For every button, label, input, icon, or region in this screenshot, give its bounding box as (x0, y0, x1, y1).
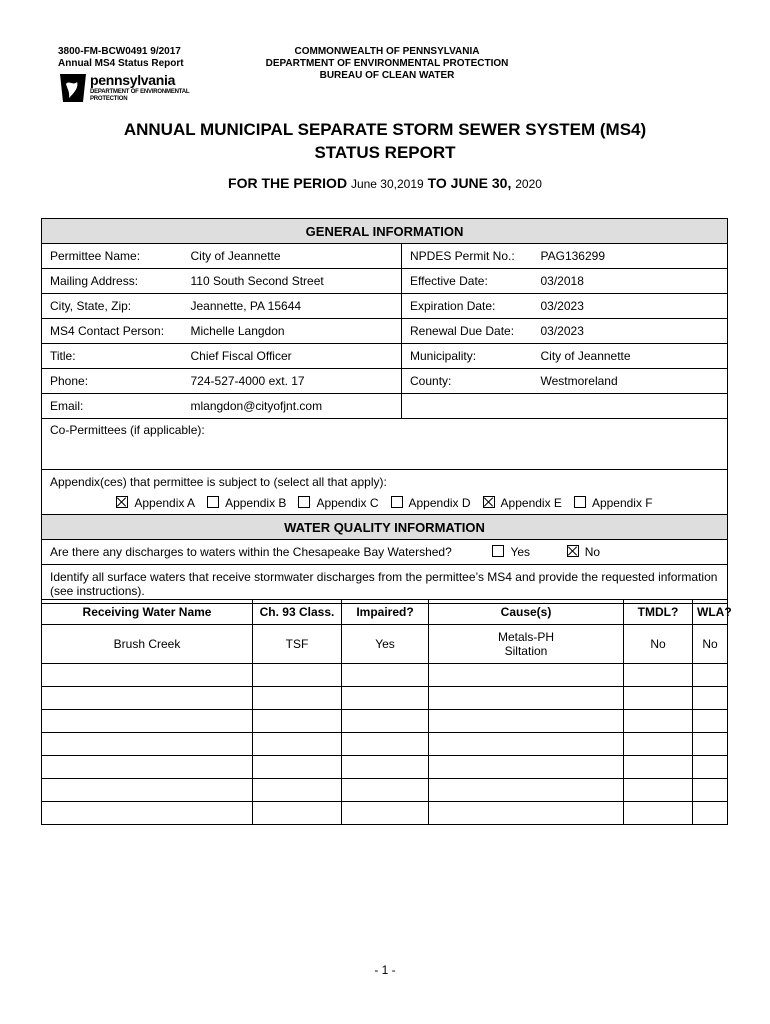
chesapeake-question: Are there any discharges to waters within the Chesapeake Bay Watershed? (50, 545, 452, 559)
phone-label: Phone: (42, 369, 183, 394)
form-header-left (58, 46, 184, 70)
col-ch93-class: Ch. 93 Class. (253, 600, 342, 625)
table-row (42, 779, 728, 802)
appendix-b-label: Appendix B (225, 496, 287, 510)
permittee-name-label: Permittee Name: (42, 244, 183, 269)
contact-person-label: MS4 Contact Person: (42, 319, 183, 344)
wla-cell[interactable] (693, 733, 728, 756)
title-field[interactable]: Chief Fiscal Officer (183, 344, 402, 369)
effective-date-label: Effective Date: (402, 269, 533, 294)
period-start[interactable]: June 30,2019 (350, 177, 424, 191)
tmdl-cell[interactable] (624, 756, 693, 779)
appendix-e-option[interactable] (483, 496, 562, 510)
co-permittees-label: Co-Permittees (if applicable): (50, 423, 205, 437)
appendix-e-label: Appendix E (500, 496, 562, 510)
table-row (42, 802, 728, 825)
appendix-f-label: Appendix F (591, 496, 653, 510)
causes-cell[interactable] (429, 710, 624, 733)
mailing-address-field[interactable]: 110 South Second Street (183, 269, 402, 294)
receiving-water-name-cell[interactable] (42, 756, 253, 779)
appendix-label: Appendix(ces) that permittee is subject to (select all that apply): (50, 475, 387, 489)
receiving-water-name-cell[interactable]: Brush Creek (42, 625, 253, 664)
appendix-b-checkbox[interactable] (207, 496, 219, 508)
causes-cell[interactable] (429, 779, 624, 802)
col-wla: WLA? (693, 600, 728, 625)
period-prefix: FOR THE PERIOD (228, 175, 348, 191)
col-impaired: Impaired? (342, 600, 429, 625)
impaired-cell[interactable] (342, 710, 429, 733)
mailing-address-label: Mailing Address: (42, 269, 183, 294)
receiving-water-name-cell[interactable] (42, 710, 253, 733)
ch93-class-cell[interactable]: TSF (253, 625, 342, 664)
ch93-class-cell[interactable] (253, 779, 342, 802)
receiving-water-name-cell[interactable] (42, 779, 253, 802)
receiving-waters-table (41, 599, 732, 825)
chesapeake-yes-checkbox[interactable] (492, 545, 504, 557)
causes-cell[interactable] (429, 802, 624, 825)
appendix-a-label: Appendix A (134, 496, 196, 510)
municipality-field[interactable]: City of Jeannette (533, 344, 728, 369)
chesapeake-yes-label: Yes (510, 545, 531, 559)
appendix-c-label: Appendix C (316, 496, 379, 510)
county-field[interactable]: Westmoreland (533, 369, 728, 394)
general-information-table (41, 218, 728, 604)
appendix-section (42, 470, 728, 515)
ch93-class-cell[interactable] (253, 733, 342, 756)
logo-dept-line2: PROTECTION (90, 96, 128, 102)
document-title (40, 118, 730, 164)
chesapeake-row (42, 540, 728, 565)
appendix-a-checkbox[interactable] (116, 496, 128, 508)
tmdl-cell[interactable] (624, 733, 693, 756)
renewal-due-date-label: Renewal Due Date: (402, 319, 533, 344)
email-label: Email: (42, 394, 183, 419)
identify-instructions: Identify all surface waters that receive stormwater discharges from the permittee’s MS4 and provide the requested information (see instructions). (42, 565, 728, 604)
appendix-d-label: Appendix D (408, 496, 471, 510)
table-row (42, 733, 728, 756)
effective-date-field[interactable]: 03/2018 (533, 269, 728, 294)
col-receiving-water-name: Receiving Water Name (42, 600, 253, 625)
ch93-class-cell[interactable] (253, 664, 342, 687)
wla-cell[interactable] (693, 779, 728, 802)
cause-line2: Siltation (504, 644, 548, 658)
city-state-zip-field[interactable]: Jeannette, PA 15644 (183, 294, 402, 319)
chesapeake-no-label: No (584, 545, 601, 559)
appendix-f-option[interactable] (574, 496, 653, 510)
wla-cell[interactable] (693, 710, 728, 733)
appendix-d-option[interactable] (391, 496, 471, 510)
tmdl-cell[interactable] (624, 779, 693, 802)
appendix-e-checkbox[interactable] (483, 496, 495, 508)
impaired-cell[interactable] (342, 779, 429, 802)
agency-line1: COMMONWEALTH OF PENNSYLVANIA (294, 46, 480, 57)
keystone-icon (57, 72, 89, 104)
renewal-due-date-field[interactable]: 03/2023 (533, 319, 728, 344)
tmdl-cell[interactable]: No (624, 625, 693, 664)
permittee-name-field[interactable]: City of Jeannette (183, 244, 402, 269)
email-field[interactable]: mlangdon@cityofjnt.com (183, 394, 402, 419)
causes-cell[interactable] (429, 756, 624, 779)
causes-cell[interactable] (429, 664, 624, 687)
npdes-permit-field[interactable]: PAG136299 (533, 244, 728, 269)
appendix-d-checkbox[interactable] (391, 496, 403, 508)
impaired-cell[interactable] (342, 756, 429, 779)
logo-department (90, 89, 189, 103)
tmdl-cell[interactable] (624, 710, 693, 733)
ch93-class-cell[interactable] (253, 710, 342, 733)
receiving-water-name-cell[interactable] (42, 802, 253, 825)
phone-field[interactable]: 724-527-4000 ext. 17 (183, 369, 402, 394)
appendix-c-checkbox[interactable] (298, 496, 310, 508)
table-row (42, 664, 728, 687)
appendix-c-option[interactable] (298, 496, 378, 510)
appendix-options (50, 496, 719, 514)
table-row (42, 710, 728, 733)
appendix-f-checkbox[interactable] (574, 496, 586, 508)
city-state-zip-label: City, State, Zip: (42, 294, 183, 319)
tmdl-cell[interactable] (624, 664, 693, 687)
chesapeake-no-checkbox[interactable] (567, 545, 579, 557)
table-row (42, 687, 728, 710)
col-tmdl: TMDL? (624, 600, 693, 625)
county-label: County: (402, 369, 533, 394)
logo-dept-line1: DEPARTMENT OF ENVIRONMENTAL (90, 89, 190, 95)
receiving-water-name-cell[interactable] (42, 664, 253, 687)
causes-cell[interactable] (429, 687, 624, 710)
causes-cell[interactable] (429, 625, 624, 664)
period-middle: TO JUNE 30, (427, 175, 512, 191)
agency-header (200, 46, 574, 82)
ch93-class-cell[interactable] (253, 802, 342, 825)
period-end-year[interactable]: 2020 (515, 177, 542, 191)
receiving-waters-header-row (42, 600, 728, 625)
form-id: 3800-FM-BCW0491 9/2017 (58, 46, 181, 57)
expiration-date-field[interactable]: 03/2023 (533, 294, 728, 319)
cause-line1: Metals-PH (497, 630, 554, 644)
expiration-date-label: Expiration Date: (402, 294, 533, 319)
impaired-cell[interactable] (342, 664, 429, 687)
table-row (42, 625, 728, 664)
chesapeake-no-option[interactable] (567, 545, 600, 559)
wla-cell[interactable] (693, 802, 728, 825)
title-label: Title: (42, 344, 183, 369)
title-line1: ANNUAL MUNICIPAL SEPARATE STORM SEWER SYSTEM (MS4) (123, 120, 647, 139)
impaired-cell[interactable] (342, 733, 429, 756)
agency-line3: BUREAU OF CLEAN WATER (319, 70, 455, 81)
contact-person-field[interactable]: Michelle Langdon (183, 319, 402, 344)
page-number: - 1 - (374, 963, 396, 977)
appendix-a-option[interactable] (116, 496, 195, 510)
wla-cell[interactable] (693, 687, 728, 710)
col-causes: Cause(s) (429, 600, 624, 625)
receiving-water-name-cell[interactable] (42, 733, 253, 756)
agency-line2: DEPARTMENT OF ENVIRONMENTAL PROTECTION (265, 58, 509, 69)
chesapeake-yes-option[interactable] (492, 545, 530, 559)
general-information-heading: GENERAL INFORMATION (42, 219, 728, 244)
table-row (42, 756, 728, 779)
water-quality-heading: WATER QUALITY INFORMATION (42, 515, 728, 540)
causes-cell[interactable] (429, 733, 624, 756)
title-line2: STATUS REPORT (314, 143, 456, 162)
appendix-b-option[interactable] (207, 496, 286, 510)
npdes-permit-label: NPDES Permit No.: (402, 244, 533, 269)
logo-brand: pennsylvania (90, 72, 176, 88)
receiving-water-name-cell[interactable] (42, 687, 253, 710)
ch93-class-cell[interactable] (253, 687, 342, 710)
co-permittees-field[interactable] (42, 419, 728, 470)
tmdl-cell[interactable] (624, 687, 693, 710)
impaired-cell[interactable]: Yes (342, 625, 429, 664)
ch93-class-cell[interactable] (253, 756, 342, 779)
wla-cell[interactable] (693, 756, 728, 779)
wla-cell[interactable] (693, 664, 728, 687)
municipality-label: Municipality: (402, 344, 533, 369)
pa-dep-logo (57, 72, 207, 106)
reporting-period (40, 175, 730, 191)
empty-cell (402, 394, 728, 419)
tmdl-cell[interactable] (624, 802, 693, 825)
impaired-cell[interactable] (342, 687, 429, 710)
wla-cell[interactable]: No (693, 625, 728, 664)
impaired-cell[interactable] (342, 802, 429, 825)
form-title: Annual MS4 Status Report (58, 58, 184, 69)
